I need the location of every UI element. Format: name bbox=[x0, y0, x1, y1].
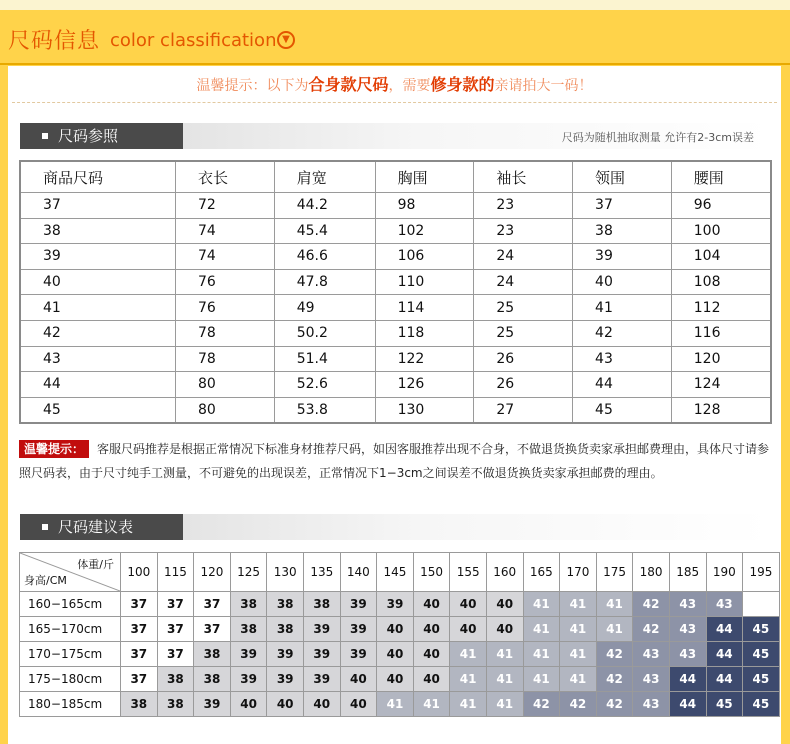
size-table-cell: 43 bbox=[573, 346, 672, 372]
recommended-size-cell: 39 bbox=[303, 667, 340, 692]
size-table-cell: 26 bbox=[474, 372, 573, 398]
recommend-section-bar bbox=[20, 514, 770, 540]
dashed-divider bbox=[12, 102, 777, 103]
recommended-size-cell: 40 bbox=[413, 642, 450, 667]
recommended-size-cell: 37 bbox=[121, 592, 158, 617]
notice-emphasis-slim-fit: 修身款的 bbox=[430, 75, 495, 94]
corner-height-label: 身高/CM bbox=[24, 574, 67, 587]
size-table-cell: 44 bbox=[20, 372, 176, 398]
recommended-size-cell: 39 bbox=[377, 592, 414, 617]
size-table-cell: 51.4 bbox=[274, 346, 375, 372]
table-row bbox=[20, 372, 771, 398]
corner-weight-label: 体重/斤 bbox=[77, 558, 114, 571]
recommended-size-cell: 40 bbox=[377, 642, 414, 667]
size-table-cell: 116 bbox=[671, 320, 771, 346]
recommended-size-cell: 45 bbox=[743, 642, 780, 667]
size-table-cell: 78 bbox=[176, 320, 275, 346]
size-table-header-cell: 肩宽 bbox=[274, 161, 375, 193]
recommended-size-cell: 40 bbox=[377, 617, 414, 642]
table-row bbox=[20, 692, 780, 717]
table-row bbox=[20, 193, 771, 219]
recommended-size-cell: 41 bbox=[596, 592, 633, 617]
weight-header-cell: 145 bbox=[377, 553, 414, 592]
recommended-size-cell: 41 bbox=[377, 692, 414, 717]
size-table-header-cell: 袖长 bbox=[474, 161, 573, 193]
size-table-cell: 78 bbox=[176, 346, 275, 372]
recommended-size-cell: 38 bbox=[230, 617, 267, 642]
weight-header-cell: 165 bbox=[523, 553, 560, 592]
size-table bbox=[19, 160, 772, 424]
recommended-size-cell: 39 bbox=[230, 667, 267, 692]
header-title-en: color classification bbox=[110, 30, 277, 51]
recommended-size-cell: 40 bbox=[267, 692, 304, 717]
recommended-size-cell: 45 bbox=[706, 692, 743, 717]
size-table-cell: 76 bbox=[176, 295, 275, 321]
table-row bbox=[20, 244, 771, 270]
size-table-cell: 110 bbox=[375, 269, 474, 295]
size-table-cell: 38 bbox=[20, 218, 176, 244]
size-table-cell: 122 bbox=[375, 346, 474, 372]
size-table-cell: 112 bbox=[671, 295, 771, 321]
chevron-down-circle-icon[interactable]: ▼ bbox=[277, 31, 295, 49]
recommended-size-cell: 41 bbox=[413, 692, 450, 717]
table-row bbox=[20, 617, 780, 642]
recommended-size-cell: 37 bbox=[194, 617, 231, 642]
weight-header-cell: 115 bbox=[157, 553, 194, 592]
size-table-cell: 47.8 bbox=[274, 269, 375, 295]
weight-header-cell: 195 bbox=[743, 553, 780, 592]
weight-header-cell: 120 bbox=[194, 553, 231, 592]
recommended-size-cell: 40 bbox=[340, 692, 377, 717]
size-table-cell: 108 bbox=[671, 269, 771, 295]
recommended-size-cell: 41 bbox=[523, 617, 560, 642]
size-table-cell: 104 bbox=[671, 244, 771, 270]
recommended-size-cell: 40 bbox=[303, 692, 340, 717]
recommended-size-cell: 44 bbox=[706, 617, 743, 642]
size-table-cell: 38 bbox=[573, 218, 672, 244]
recommended-size-cell: 38 bbox=[267, 617, 304, 642]
recommended-size-cell: 42 bbox=[596, 692, 633, 717]
recommended-size-cell: 41 bbox=[560, 592, 597, 617]
recommended-size-cell: 42 bbox=[523, 692, 560, 717]
size-table-cell: 130 bbox=[375, 397, 474, 423]
recommended-size-cell: 40 bbox=[450, 592, 487, 617]
recommended-size-cell: 37 bbox=[121, 642, 158, 667]
recommended-size-cell: 40 bbox=[413, 592, 450, 617]
size-table-cell: 40 bbox=[573, 269, 672, 295]
recommended-size-cell: 40 bbox=[340, 667, 377, 692]
recommended-size-cell: 41 bbox=[560, 617, 597, 642]
size-table-cell: 52.6 bbox=[274, 372, 375, 398]
recommended-size-cell: 44 bbox=[669, 667, 706, 692]
recommended-size-cell: 39 bbox=[340, 642, 377, 667]
warm-tip bbox=[19, 437, 779, 485]
size-table-cell: 40 bbox=[20, 269, 176, 295]
recommend-label: 尺码建议表 bbox=[58, 518, 134, 536]
recommended-size-cell: 37 bbox=[157, 592, 194, 617]
recommended-size-cell: 37 bbox=[121, 667, 158, 692]
weight-header-cell: 130 bbox=[267, 553, 304, 592]
recommended-size-cell: 40 bbox=[413, 617, 450, 642]
recommended-size-cell: 40 bbox=[450, 617, 487, 642]
header-title-cn: 尺码信息 bbox=[8, 29, 101, 54]
recommended-size-cell: 39 bbox=[340, 592, 377, 617]
size-table-cell: 74 bbox=[176, 244, 275, 270]
recommended-size-cell: 42 bbox=[633, 592, 670, 617]
recommended-size-cell: 37 bbox=[157, 642, 194, 667]
table-row bbox=[20, 346, 771, 372]
recommended-size-cell: 45 bbox=[743, 667, 780, 692]
recommended-size-cell: 37 bbox=[194, 592, 231, 617]
fit-notice bbox=[8, 72, 781, 102]
recommended-size-cell: 42 bbox=[633, 617, 670, 642]
recommended-size-cell: 38 bbox=[267, 592, 304, 617]
recommended-size-cell: 45 bbox=[743, 617, 780, 642]
height-range-cell: 175−180cm bbox=[20, 667, 121, 692]
recommended-size-cell: 43 bbox=[669, 617, 706, 642]
recommended-size-cell: 41 bbox=[523, 592, 560, 617]
weight-header-cell: 190 bbox=[706, 553, 743, 592]
size-table-cell: 72 bbox=[176, 193, 275, 219]
size-table-cell: 120 bbox=[671, 346, 771, 372]
size-table-cell: 27 bbox=[474, 397, 573, 423]
recommended-size-cell: 38 bbox=[157, 692, 194, 717]
weight-header-cell: 100 bbox=[121, 553, 158, 592]
weight-header-cell: 135 bbox=[303, 553, 340, 592]
table-row bbox=[20, 642, 780, 667]
size-table-cell: 37 bbox=[20, 193, 176, 219]
table-row bbox=[20, 218, 771, 244]
size-table-header-cell: 商品尺码 bbox=[20, 161, 176, 193]
recommended-size-cell: 42 bbox=[596, 667, 633, 692]
recommended-size-cell: 43 bbox=[633, 642, 670, 667]
recommended-size-cell: 39 bbox=[303, 617, 340, 642]
recommended-size-cell: 37 bbox=[121, 617, 158, 642]
table-row bbox=[20, 592, 780, 617]
recommended-size-cell: 41 bbox=[560, 642, 597, 667]
warm-tip-text: 客服尺码推荐是根据正常情况下标准身材推荐尺码，如因客服推荐出现不合身，不做退货换货卖家承担邮费理由，具体尺寸请参照尺码表，由于尺寸纯手工测量，不可避免的出现误差，正常情况下1−3cm之间误差不做退货换货卖家承担邮费的理由。 bbox=[19, 442, 770, 480]
recommended-size-cell: 41 bbox=[450, 692, 487, 717]
recommended-size-cell: 41 bbox=[560, 667, 597, 692]
size-table-header-cell: 衣长 bbox=[176, 161, 275, 193]
height-range-cell: 170−175cm bbox=[20, 642, 121, 667]
size-table-cell: 98 bbox=[375, 193, 474, 219]
table-row bbox=[20, 397, 771, 423]
size-table-cell: 49 bbox=[274, 295, 375, 321]
recommended-size-cell: 40 bbox=[486, 592, 523, 617]
size-table-cell: 45.4 bbox=[274, 218, 375, 244]
table-row bbox=[20, 295, 771, 321]
size-table-cell: 96 bbox=[671, 193, 771, 219]
recommended-size-cell: 41 bbox=[486, 667, 523, 692]
notice-pre: 温馨提示：以下为 bbox=[196, 78, 309, 94]
size-table-cell: 128 bbox=[671, 397, 771, 423]
size-table-cell: 42 bbox=[20, 320, 176, 346]
top-strip bbox=[0, 0, 790, 10]
size-reference-section-bar bbox=[20, 123, 770, 149]
height-range-cell: 180−185cm bbox=[20, 692, 121, 717]
size-table-cell: 76 bbox=[176, 269, 275, 295]
size-table-cell: 46.6 bbox=[274, 244, 375, 270]
square-bullet-icon bbox=[42, 524, 48, 530]
size-table-cell: 43 bbox=[20, 346, 176, 372]
notice-post: 亲请拍大一码！ bbox=[494, 78, 593, 94]
recommended-size-cell: 41 bbox=[450, 642, 487, 667]
size-table-cell: 124 bbox=[671, 372, 771, 398]
size-table-cell: 26 bbox=[474, 346, 573, 372]
size-table-cell: 41 bbox=[573, 295, 672, 321]
size-table-cell: 25 bbox=[474, 320, 573, 346]
recommended-size-cell: 43 bbox=[633, 692, 670, 717]
size-table-header-cell: 胸围 bbox=[375, 161, 474, 193]
recommended-size-cell: 41 bbox=[523, 642, 560, 667]
weight-header-cell: 170 bbox=[560, 553, 597, 592]
recommended-size-cell: 40 bbox=[413, 667, 450, 692]
size-table-cell: 23 bbox=[474, 218, 573, 244]
size-table-cell: 100 bbox=[671, 218, 771, 244]
size-table-cell: 126 bbox=[375, 372, 474, 398]
recommended-size-cell: 42 bbox=[596, 642, 633, 667]
measurement-note: 尺码为随机抽取测量 允许有2-3cm误差 bbox=[561, 131, 754, 144]
recommend-tag bbox=[20, 514, 183, 540]
recommended-size-cell: 45 bbox=[743, 692, 780, 717]
size-reference-tag bbox=[20, 123, 183, 149]
recommended-size-cell: 39 bbox=[340, 617, 377, 642]
size-table-cell: 114 bbox=[375, 295, 474, 321]
table-row bbox=[20, 320, 771, 346]
recommended-size-cell: 42 bbox=[560, 692, 597, 717]
recommended-size-cell: 44 bbox=[669, 692, 706, 717]
weight-header-cell: 175 bbox=[596, 553, 633, 592]
size-table-cell: 24 bbox=[474, 269, 573, 295]
recommended-size-cell: 41 bbox=[486, 692, 523, 717]
recommended-size-cell: 41 bbox=[486, 642, 523, 667]
size-table-cell: 42 bbox=[573, 320, 672, 346]
rec-table-corner bbox=[20, 553, 121, 592]
recommended-size-cell: 43 bbox=[669, 592, 706, 617]
weight-header-cell: 185 bbox=[669, 553, 706, 592]
size-table-cell: 39 bbox=[573, 244, 672, 270]
recommended-size-cell bbox=[743, 592, 780, 617]
recommended-size-cell: 41 bbox=[450, 667, 487, 692]
weight-header-cell: 140 bbox=[340, 553, 377, 592]
weight-header-cell: 180 bbox=[633, 553, 670, 592]
table-row bbox=[20, 269, 771, 295]
height-range-cell: 160−165cm bbox=[20, 592, 121, 617]
size-table-cell: 53.8 bbox=[274, 397, 375, 423]
section-fade bbox=[183, 514, 770, 540]
rec-table-header-row bbox=[20, 553, 780, 592]
weight-header-cell: 155 bbox=[450, 553, 487, 592]
recommended-size-cell: 41 bbox=[596, 617, 633, 642]
size-table-header-cell: 领围 bbox=[573, 161, 672, 193]
size-table-cell: 102 bbox=[375, 218, 474, 244]
recommended-size-cell: 41 bbox=[523, 667, 560, 692]
recommended-size-cell: 40 bbox=[230, 692, 267, 717]
size-table-cell: 118 bbox=[375, 320, 474, 346]
size-table-cell: 80 bbox=[176, 372, 275, 398]
square-bullet-icon bbox=[42, 133, 48, 139]
notice-emphasis-regular-fit: 合身款尺码 bbox=[308, 75, 389, 94]
height-range-cell: 165−170cm bbox=[20, 617, 121, 642]
recommended-size-cell: 39 bbox=[303, 642, 340, 667]
size-table-cell: 74 bbox=[176, 218, 275, 244]
size-table-cell: 41 bbox=[20, 295, 176, 321]
size-table-cell: 50.2 bbox=[274, 320, 375, 346]
content-panel bbox=[8, 66, 781, 744]
weight-header-cell: 150 bbox=[413, 553, 450, 592]
size-table-cell: 25 bbox=[474, 295, 573, 321]
size-table-cell: 23 bbox=[474, 193, 573, 219]
recommended-size-cell: 38 bbox=[194, 667, 231, 692]
recommended-size-cell: 43 bbox=[633, 667, 670, 692]
recommended-size-cell: 38 bbox=[121, 692, 158, 717]
weight-header-cell: 125 bbox=[230, 553, 267, 592]
recommended-size-cell: 38 bbox=[230, 592, 267, 617]
warm-tip-label: 温馨提示： bbox=[19, 440, 89, 458]
size-table-cell: 39 bbox=[20, 244, 176, 270]
size-table-header-cell: 腰围 bbox=[671, 161, 771, 193]
size-reference-label: 尺码参照 bbox=[58, 127, 119, 145]
size-table-cell: 44 bbox=[573, 372, 672, 398]
recommended-size-cell: 39 bbox=[267, 667, 304, 692]
recommended-size-cell: 39 bbox=[230, 642, 267, 667]
recommended-size-cell: 43 bbox=[669, 642, 706, 667]
size-table-cell: 45 bbox=[573, 397, 672, 423]
recommended-size-cell: 40 bbox=[486, 617, 523, 642]
recommended-size-cell: 38 bbox=[157, 667, 194, 692]
recommended-size-cell: 39 bbox=[194, 692, 231, 717]
recommended-size-cell: 37 bbox=[157, 617, 194, 642]
weight-header-cell: 160 bbox=[486, 553, 523, 592]
table-row bbox=[20, 667, 780, 692]
recommended-size-cell: 40 bbox=[377, 667, 414, 692]
recommended-size-cell: 38 bbox=[194, 642, 231, 667]
notice-mid: ，需要 bbox=[388, 78, 431, 94]
recommended-size-cell: 38 bbox=[303, 592, 340, 617]
size-table-cell: 45 bbox=[20, 397, 176, 423]
header-banner bbox=[0, 10, 790, 65]
size-recommendation-table bbox=[19, 552, 780, 717]
recommended-size-cell: 44 bbox=[706, 667, 743, 692]
size-table-header-row bbox=[20, 161, 771, 193]
size-table-cell: 80 bbox=[176, 397, 275, 423]
size-table-cell: 44.2 bbox=[274, 193, 375, 219]
size-table-cell: 24 bbox=[474, 244, 573, 270]
size-table-cell: 37 bbox=[573, 193, 672, 219]
recommended-size-cell: 44 bbox=[706, 642, 743, 667]
recommended-size-cell: 43 bbox=[706, 592, 743, 617]
size-table-cell: 106 bbox=[375, 244, 474, 270]
recommended-size-cell: 39 bbox=[267, 642, 304, 667]
